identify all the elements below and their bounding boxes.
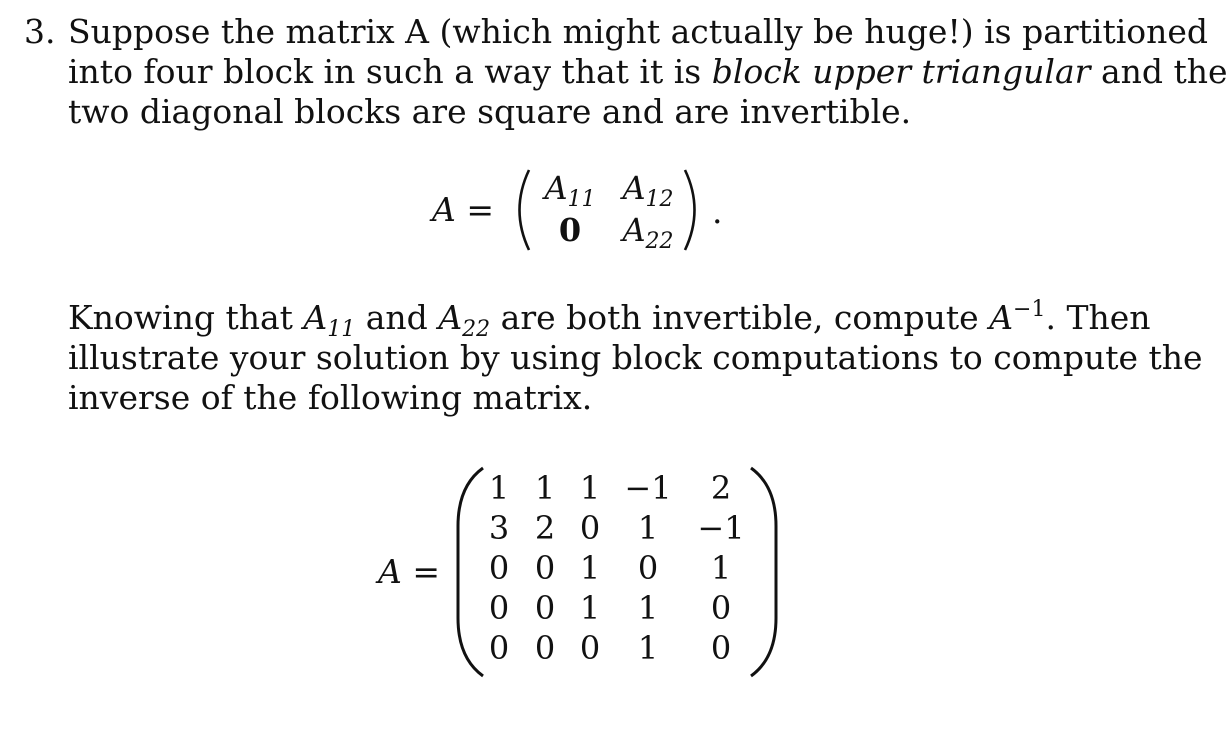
block-matrix-lhs: A = [432,190,494,229]
matrix-cell-r5-c1: 0 [488,629,510,667]
matrix-cell-r4-c5: 0 [710,589,732,627]
large-right-parenthesis [748,466,778,678]
matrix-cell-r5-c3: 0 [579,629,601,667]
intro-line-3: two diagonal blocks are square and are invertible. [68,92,912,131]
block-entry-a11: $A_{11}$ [544,169,596,212]
matrix-cell-r3-c3: 1 [579,549,601,587]
matrix-cell-r4-c3: 1 [579,589,601,627]
block-entry-zero: 0 [558,211,582,249]
question-line-1 [68,297,1151,342]
matrix-cell-r4-c1: 0 [488,589,510,627]
block-matrix-period: . [712,192,723,231]
block-entry-a12: $A_{12}$ [622,169,674,212]
matrix-cell-r3-c4: 0 [637,549,659,587]
intro-emphasis: block upper triangular [711,52,1091,91]
intro-line-1 [68,12,1209,52]
matrix-cell-r2-c5: −1 [697,509,745,547]
question-text-a: Knowing that [68,298,293,337]
question-text-b: and [365,298,428,337]
matrix-cell-r5-c2: 0 [534,629,556,667]
intro-line-2-post: and the [1100,52,1228,91]
matrix-cell-r3-c5: 1 [710,549,732,587]
question-a22: $A_{22}$ [438,298,491,342]
matrix-cell-r1-c3: 1 [579,469,601,507]
matrix-cell-r3-c1: 0 [488,549,510,587]
matrix-cell-r2-c4: 1 [637,509,659,547]
numeric-matrix-lhs: A = [378,552,440,591]
matrix-cell-r1-c1: 1 [488,469,510,507]
intro-line-1-text: Suppose the matrix A (which might actually be huge!) is partitioned [68,12,1209,51]
question-text-c: are both invertible, compute [500,298,979,337]
matrix-cell-r2-c1: 3 [488,509,510,547]
intro-line-2-pre: into four block in such a way that it is [68,52,702,91]
matrix-cell-r3-c2: 0 [534,549,556,587]
question-text-d: . Then [1045,298,1151,337]
question-line-2: illustrate your solution by using block computations to compute the [68,338,1203,377]
question-a11: $A_{11}$ [303,298,356,342]
left-parenthesis [508,168,532,252]
problem-number: 3. [24,12,56,51]
matrix-cell-r5-c4: 1 [637,629,659,667]
matrix-cell-r1-c5: 2 [710,469,732,507]
matrix-cell-r1-c2: 1 [534,469,556,507]
matrix-cell-r4-c2: 0 [534,589,556,627]
question-line-3: inverse of the following matrix. [68,378,593,417]
matrix-cell-r2-c2: 2 [534,509,556,547]
question-a-inverse: $A^{-1}$. Then [989,297,1151,337]
right-parenthesis [682,168,706,252]
matrix-cell-r1-c4: −1 [624,469,672,507]
matrix-cell-r5-c5: 0 [710,629,732,667]
matrix-cell-r2-c3: 0 [579,509,601,547]
block-entry-a22: $A_{22}$ [622,211,674,254]
intro-line-2 [68,52,1228,92]
matrix-cell-r4-c4: 1 [637,589,659,627]
